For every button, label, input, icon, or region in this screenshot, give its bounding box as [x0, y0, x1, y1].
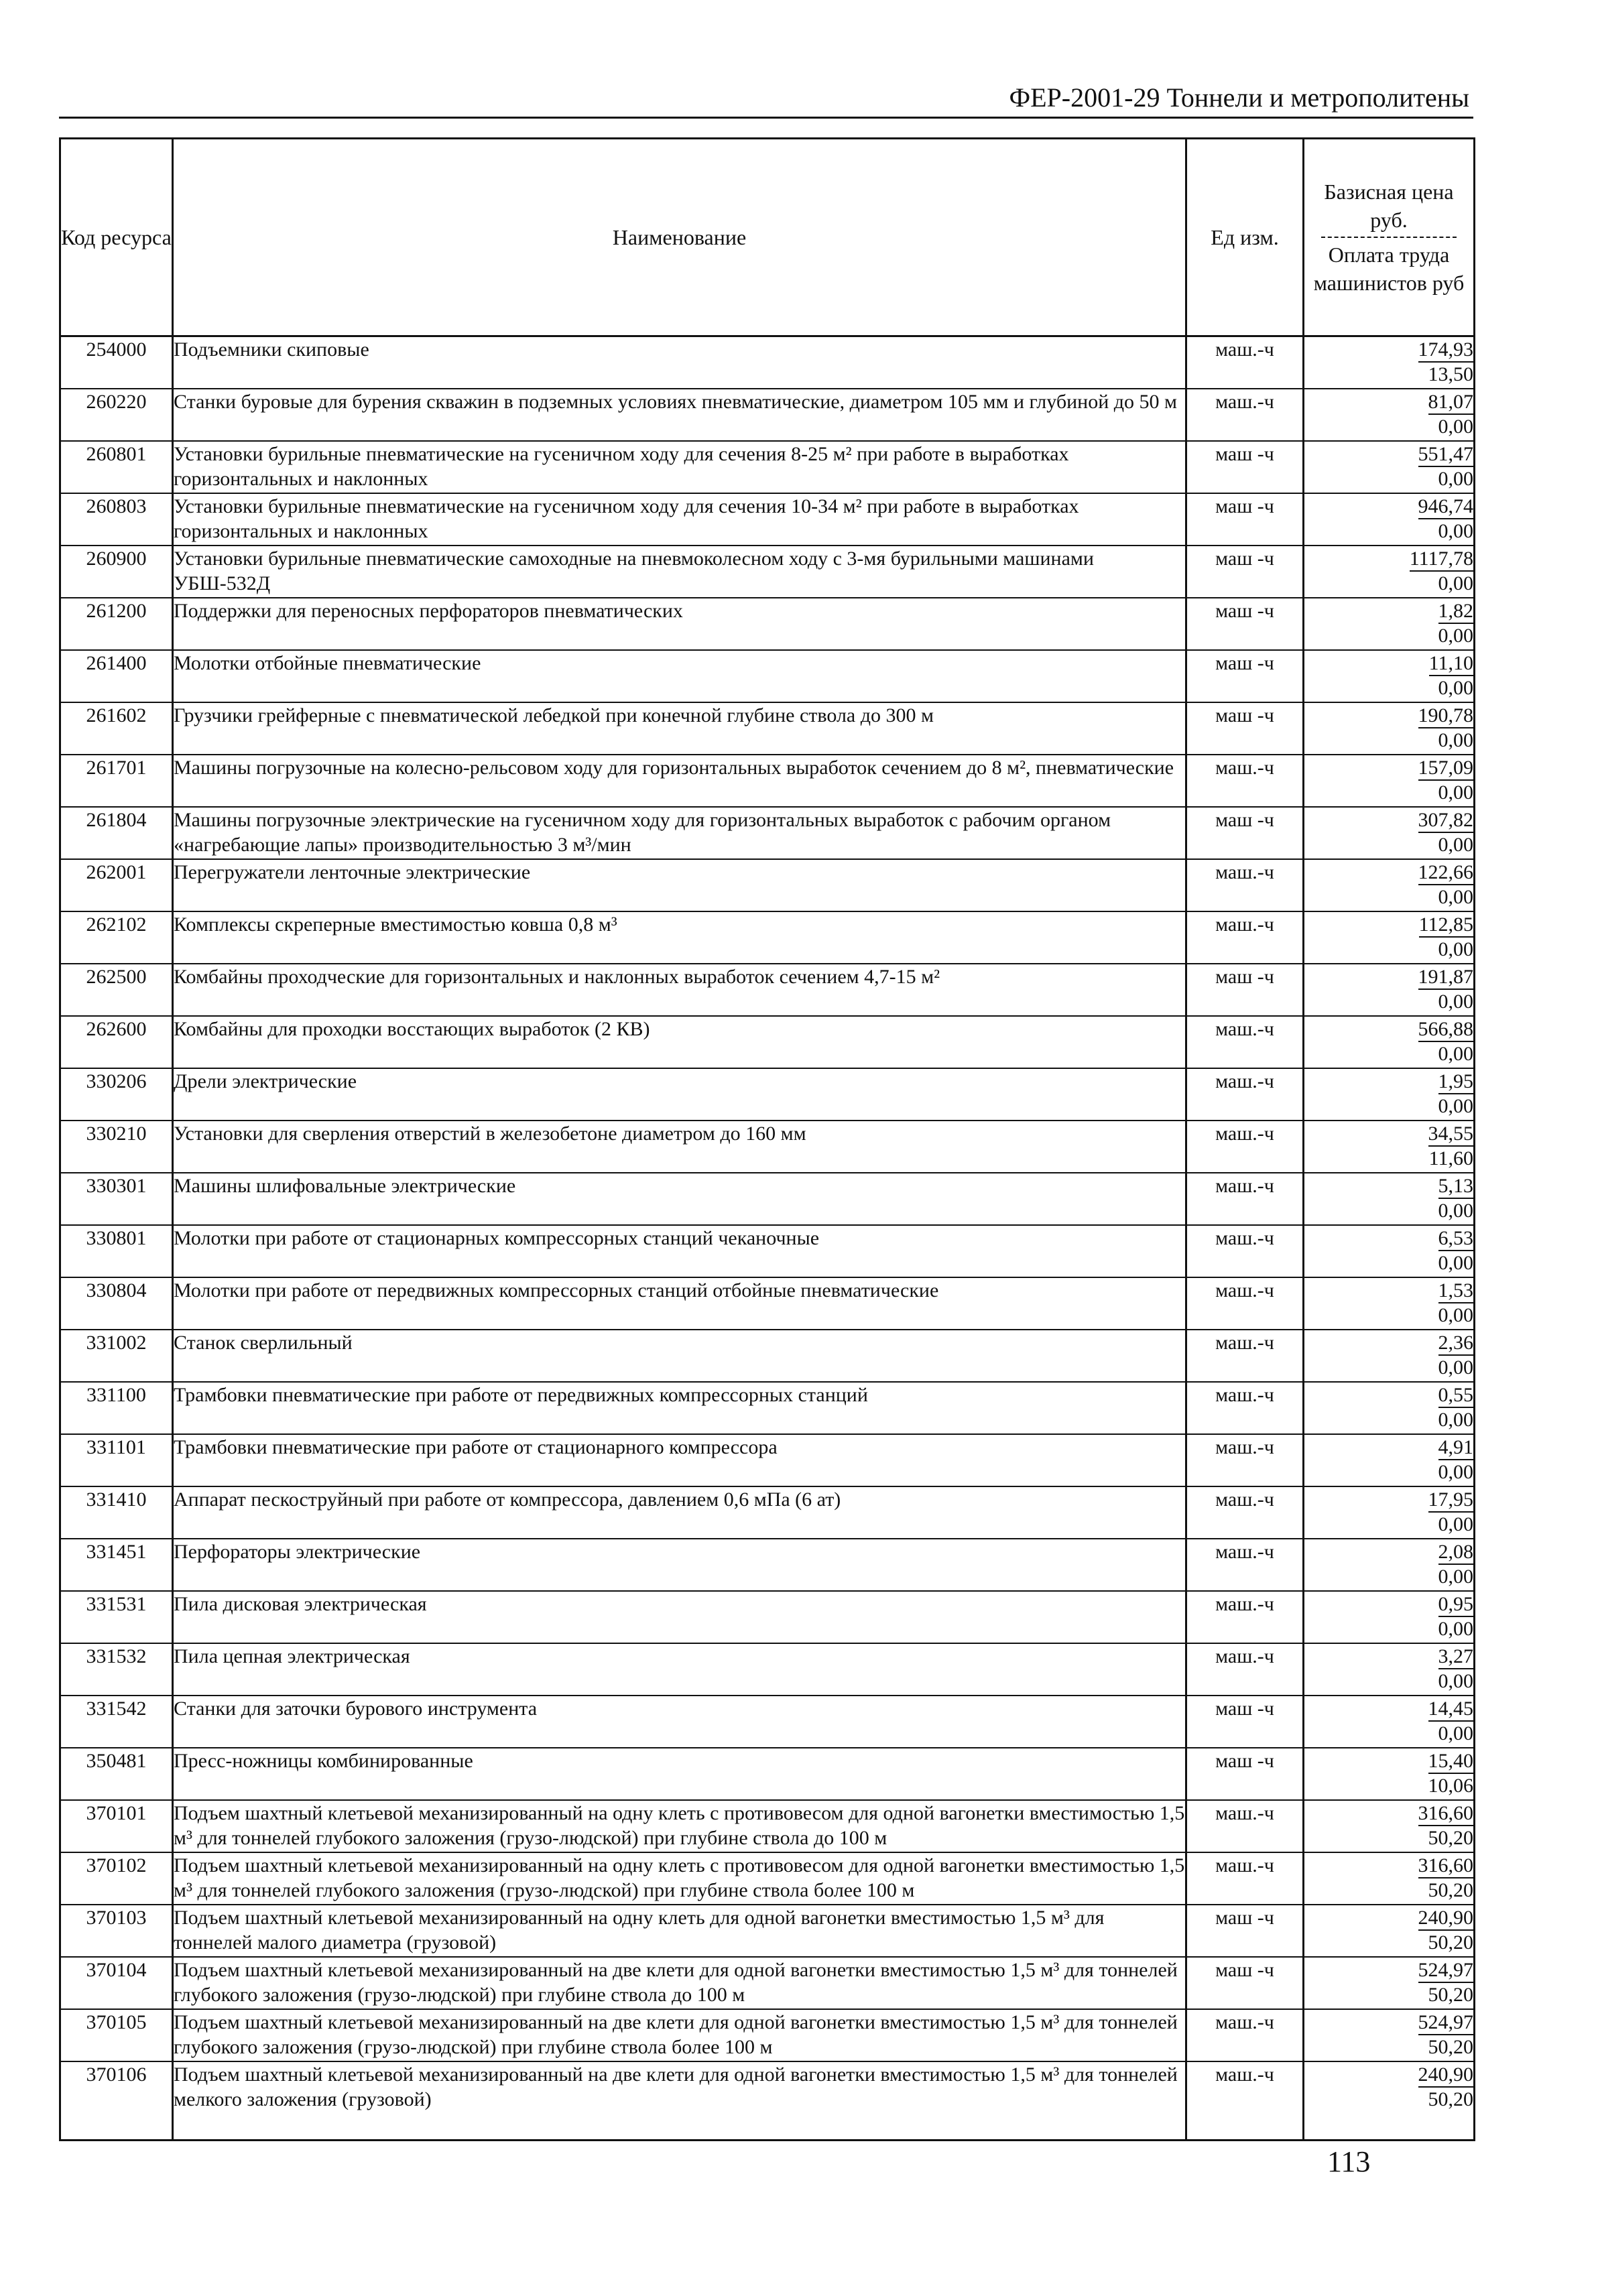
resource-name-cell: Станки для заточки бурового инструмента: [173, 1696, 1186, 1748]
resource-name-cell: Станок сверлильный: [173, 1330, 1186, 1382]
resource-code-cell: 331101: [60, 1434, 173, 1486]
resource-name-cell: Машины погрузочные на колесно-рельсовом ходу для горизонтальных выработок сечением до 8 м², пневматические: [173, 755, 1186, 807]
unit-cell: маш.-ч: [1186, 336, 1304, 389]
base-price-value: 1117,78: [1410, 548, 1473, 572]
table-row: [60, 1591, 1475, 1643]
resource-name-cell: Подъем шахтный клетьевой механизированный на две клети для одной вагонетки вместимостью 1,5 м³ для тоннелей мелкого заложения (грузовой): [173, 2061, 1186, 2141]
resource-code-cell: 370102: [60, 1852, 173, 1905]
price-cell: [1304, 1382, 1475, 1434]
price-cell: [1304, 1121, 1475, 1173]
operator-wage-value: 0,00: [1438, 519, 1473, 542]
table-row: [60, 1016, 1475, 1068]
table-row: [60, 1696, 1475, 1748]
resource-name-cell: Подъемники скиповые: [173, 336, 1186, 389]
unit-cell: маш.-ч: [1186, 389, 1304, 441]
resource-code-cell: 370106: [60, 2061, 173, 2141]
unit-cell: маш.-ч: [1186, 1225, 1304, 1277]
price-cell: [1304, 1852, 1475, 1905]
resource-price-table: [59, 137, 1475, 2141]
unit-cell: маш.-ч: [1186, 1068, 1304, 1121]
resource-name-cell: Пила дисковая электрическая: [173, 1591, 1186, 1643]
base-price-value: 122,66: [1418, 861, 1474, 885]
base-price-value: 6,53: [1438, 1227, 1474, 1251]
base-price-value: 946,74: [1418, 495, 1474, 519]
unit-cell: маш -ч: [1186, 598, 1304, 650]
price-cell: [1304, 1643, 1475, 1696]
unit-cell: маш.-ч: [1186, 1382, 1304, 1434]
resource-name-cell: Молотки отбойные пневматические: [173, 650, 1186, 702]
operator-wage-value: 0,00: [1438, 1251, 1473, 1274]
price-cell: [1304, 336, 1475, 389]
price-cell: [1304, 1173, 1475, 1225]
operator-wage-value: 0,00: [1438, 1617, 1473, 1640]
base-price-value: 17,95: [1428, 1488, 1474, 1513]
table-row: [60, 1382, 1475, 1434]
operator-wage-value: 0,00: [1438, 467, 1473, 490]
unit-cell: маш.-ч: [1186, 1591, 1304, 1643]
resource-code-cell: 370104: [60, 1957, 173, 2009]
table-row: [60, 1330, 1475, 1382]
price-cell: [1304, 1486, 1475, 1539]
unit-cell: маш.-ч: [1186, 1539, 1304, 1591]
resource-name-cell: Подъем шахтный клетьевой механизированный на две клети для одной вагонетки вместимостью 1,5 м³ для тоннелей глубокого заложения (грузо-людской) при глубине ствола более 100 м: [173, 2009, 1186, 2061]
operator-wage-value: 0,00: [1438, 1722, 1473, 1744]
base-price-value: 157,09: [1418, 757, 1474, 781]
base-price-value: 112,85: [1419, 913, 1473, 938]
operator-wage-value: 0,00: [1438, 415, 1473, 438]
resource-code-cell: 330210: [60, 1121, 173, 1173]
resource-code-cell: 350481: [60, 1748, 173, 1800]
resource-name-cell: Комбайны для проходки восстающих выработок (2 КВ): [173, 1016, 1186, 1068]
resource-name-cell: Молотки при работе от стационарных компрессорных станций чеканочные: [173, 1225, 1186, 1277]
price-cell: [1304, 1591, 1475, 1643]
table-body: [60, 336, 1475, 2141]
unit-cell: маш.-ч: [1186, 2061, 1304, 2141]
operator-wage-value: 0,00: [1438, 1565, 1473, 1588]
table-row: [60, 1173, 1475, 1225]
resource-code-cell: 370101: [60, 1800, 173, 1852]
header-name: Наименование: [173, 139, 1186, 336]
price-cell: [1304, 1696, 1475, 1748]
operator-wage-value: 0,00: [1438, 938, 1473, 960]
resource-code-cell: 330801: [60, 1225, 173, 1277]
resource-code-cell: 261400: [60, 650, 173, 702]
resource-code-cell: 331542: [60, 1696, 173, 1748]
base-price-value: 307,82: [1418, 809, 1474, 833]
unit-cell: маш.-ч: [1186, 859, 1304, 911]
table-row: [60, 1800, 1475, 1852]
unit-cell: маш -ч: [1186, 650, 1304, 702]
unit-cell: маш.-ч: [1186, 911, 1304, 964]
resource-name-cell: Установки бурильные пневматические на гусеничном ходу для сечения 10-34 м² при работе в выработках горизонтальных и наклонных: [173, 493, 1186, 546]
unit-cell: маш -ч: [1186, 493, 1304, 546]
price-cell: [1304, 1330, 1475, 1382]
resource-name-cell: Комбайны проходческие для горизонтальных и наклонных выработок сечением 4,7-15 м²: [173, 964, 1186, 1016]
operator-wage-value: 0,00: [1438, 1303, 1473, 1326]
table-row: [60, 911, 1475, 964]
base-price-value: 240,90: [1418, 1907, 1474, 1931]
resource-name-cell: Установки бурильные пневматические на гусеничном ходу для сечения 8-25 м² при работе в выработках горизонтальных и наклонных: [173, 441, 1186, 493]
operator-wage-value: 0,00: [1438, 1356, 1473, 1379]
operator-wage-value: 0,00: [1438, 676, 1473, 699]
unit-cell: маш -ч: [1186, 964, 1304, 1016]
unit-cell: маш.-ч: [1186, 1434, 1304, 1486]
price-cell: [1304, 1434, 1475, 1486]
operator-wage-value: 0,00: [1438, 1094, 1473, 1117]
base-price-value: 5,13: [1438, 1175, 1474, 1199]
unit-cell: маш.-ч: [1186, 1121, 1304, 1173]
unit-cell: маш -ч: [1186, 546, 1304, 598]
base-price-value: 1,82: [1438, 600, 1474, 624]
resource-name-cell: Подъем шахтный клетьевой механизированный на одну клеть с противовесом для одной вагонетки вместимостью 1,5 м³ для тоннелей глубокого заложения (грузо-людской) при глубине ствола более 100 м: [173, 1852, 1186, 1905]
unit-cell: маш -ч: [1186, 1905, 1304, 1957]
price-cell: [1304, 807, 1475, 859]
unit-cell: маш -ч: [1186, 1748, 1304, 1800]
base-price-value: 3,27: [1438, 1645, 1474, 1669]
table-row: [60, 1486, 1475, 1539]
unit-cell: маш.-ч: [1186, 1852, 1304, 1905]
resource-code-cell: 261804: [60, 807, 173, 859]
resource-name-cell: Поддержки для переносных перфораторов пневматических: [173, 598, 1186, 650]
base-price-value: 11,10: [1429, 652, 1473, 676]
operator-wage-value: 0,00: [1438, 1513, 1473, 1535]
unit-cell: маш.-ч: [1186, 1016, 1304, 1068]
resource-code-cell: 261200: [60, 598, 173, 650]
operator-wage-value: 50,20: [1428, 1878, 1473, 1901]
base-price-value: 1,95: [1438, 1070, 1474, 1094]
unit-cell: маш -ч: [1186, 807, 1304, 859]
price-cell: [1304, 911, 1475, 964]
table-row: [60, 807, 1475, 859]
resource-code-cell: 331532: [60, 1643, 173, 1696]
unit-cell: маш.-ч: [1186, 755, 1304, 807]
resource-code-cell: 260900: [60, 546, 173, 598]
operator-wage-value: 13,50: [1428, 363, 1473, 385]
resource-name-cell: Пила цепная электрическая: [173, 1643, 1186, 1696]
table-header-row: [60, 139, 1475, 336]
resource-name-cell: Установки бурильные пневматические самоходные на пневмоколесном ходу с 3-мя бурильными машинами УБШ-532Д: [173, 546, 1186, 598]
unit-cell: маш.-ч: [1186, 1277, 1304, 1330]
base-price-value: 191,87: [1418, 966, 1474, 990]
resource-code-cell: 370105: [60, 2009, 173, 2061]
operator-wage-value: 50,20: [1428, 1826, 1473, 1849]
table-row: [60, 859, 1475, 911]
unit-cell: маш.-ч: [1186, 1800, 1304, 1852]
table-row: [60, 1748, 1475, 1800]
table-row: [60, 650, 1475, 702]
unit-cell: маш -ч: [1186, 1957, 1304, 2009]
price-cell: [1304, 546, 1475, 598]
header-price: [1304, 139, 1475, 336]
base-price-value: 2,36: [1438, 1332, 1474, 1356]
unit-cell: маш -ч: [1186, 441, 1304, 493]
base-price-value: 240,90: [1418, 2063, 1474, 2088]
resource-name-cell: Трамбовки пневматические при работе от стационарного компрессора: [173, 1434, 1186, 1486]
table-row: [60, 2009, 1475, 2061]
operator-wage-value: 0,00: [1438, 1042, 1473, 1065]
operator-wage-value: 0,00: [1438, 728, 1473, 751]
resource-code-cell: 331531: [60, 1591, 173, 1643]
base-price-value: 34,55: [1428, 1123, 1474, 1147]
resource-name-cell: Перфораторы электрические: [173, 1539, 1186, 1591]
base-price-value: 15,40: [1428, 1750, 1474, 1774]
base-price-value: 174,93: [1418, 338, 1474, 363]
price-cell: [1304, 2009, 1475, 2061]
document-title: ФЕР-2001-29 Тоннели и метрополитены: [1009, 82, 1469, 113]
resource-name-cell: Подъем шахтный клетьевой механизированный на одну клеть с противовесом для одной вагонетки вместимостью 1,5 м³ для тоннелей глубокого заложения (грузо-людской) при глубине ствола до 100 м: [173, 1800, 1186, 1852]
price-cell: [1304, 1225, 1475, 1277]
base-price-value: 566,88: [1418, 1018, 1474, 1042]
table-row: [60, 1277, 1475, 1330]
operator-wage-value: 0,00: [1438, 833, 1473, 856]
price-cell: [1304, 389, 1475, 441]
base-price-value: 2,08: [1438, 1541, 1474, 1565]
price-cell: [1304, 598, 1475, 650]
resource-name-cell: Трамбовки пневматические при работе от передвижных компрессорных станций: [173, 1382, 1186, 1434]
operator-wage-value: 0,00: [1438, 1669, 1473, 1692]
price-cell: [1304, 755, 1475, 807]
price-cell: [1304, 493, 1475, 546]
resource-code-cell: 262001: [60, 859, 173, 911]
table-row: [60, 702, 1475, 755]
table-row: [60, 336, 1475, 389]
operator-wage-value: 0,00: [1438, 1460, 1473, 1483]
unit-cell: маш -ч: [1186, 1696, 1304, 1748]
unit-cell: маш.-ч: [1186, 1643, 1304, 1696]
table-row: [60, 1643, 1475, 1696]
resource-name-cell: Подъем шахтный клетьевой механизированный на две клети для одной вагонетки вместимостью 1,5 м³ для тоннелей глубокого заложения (грузо-людской) при глубине ствола до 100 м: [173, 1957, 1186, 2009]
resource-name-cell: Перегружатели ленточные электрические: [173, 859, 1186, 911]
table-row: [60, 598, 1475, 650]
base-price-value: 316,60: [1418, 1854, 1474, 1878]
base-price-value: 524,97: [1418, 2011, 1474, 2035]
table-row: [60, 1225, 1475, 1277]
resource-code-cell: 262600: [60, 1016, 173, 1068]
header-unit: Ед изм.: [1186, 139, 1304, 336]
resource-code-cell: 330206: [60, 1068, 173, 1121]
operator-wage-value: 10,06: [1428, 1774, 1473, 1797]
operator-wage-value: 0,00: [1438, 990, 1473, 1013]
table-row: [60, 964, 1475, 1016]
resource-name-cell: Грузчики грейферные с пневматической лебедкой при конечной глубине ствола до 300 м: [173, 702, 1186, 755]
price-cell: [1304, 859, 1475, 911]
unit-cell: маш.-ч: [1186, 2009, 1304, 2061]
base-price-value: 14,45: [1428, 1698, 1474, 1722]
operator-wage-value: 0,00: [1438, 885, 1473, 908]
resource-name-cell: Машины шлифовальные электрические: [173, 1173, 1186, 1225]
operator-wage-value: 0,00: [1438, 624, 1473, 647]
table-row: [60, 389, 1475, 441]
page-number: 113: [1327, 2145, 1371, 2178]
base-price-value: 316,60: [1418, 1802, 1474, 1826]
price-cell: [1304, 1016, 1475, 1068]
resource-code-cell: 331002: [60, 1330, 173, 1382]
operator-wage-value: 0,00: [1438, 572, 1473, 594]
resource-code-cell: 260220: [60, 389, 173, 441]
unit-cell: маш -ч: [1186, 702, 1304, 755]
price-cell: [1304, 1957, 1475, 2009]
operator-wage-value: 0,00: [1438, 1199, 1473, 1222]
resource-name-cell: Молотки при работе от передвижных компрессорных станций отбойные пневматические: [173, 1277, 1186, 1330]
table-row: [60, 755, 1475, 807]
operator-wage-value: 0,00: [1438, 1408, 1473, 1431]
operator-wage-value: 0,00: [1438, 781, 1473, 804]
resource-name-cell: Машины погрузочные электрические на гусеничном ходу для горизонтальных выработок с рабочим органом «нагребающие лапы» производительностью 3 м³/мин: [173, 807, 1186, 859]
base-price-value: 0,55: [1438, 1384, 1474, 1408]
resource-code-cell: 261701: [60, 755, 173, 807]
table-row: [60, 546, 1475, 598]
operator-wage-value: 50,20: [1428, 1931, 1473, 1954]
price-cell: [1304, 964, 1475, 1016]
base-price-value: 1,53: [1438, 1279, 1474, 1303]
resource-name-cell: Пресс-ножницы комбинированные: [173, 1748, 1186, 1800]
resource-code-cell: 262500: [60, 964, 173, 1016]
page-header: [59, 79, 1473, 119]
table-row: [60, 1852, 1475, 1905]
resource-code-cell: 254000: [60, 336, 173, 389]
resource-code-cell: 331100: [60, 1382, 173, 1434]
operator-wage-value: 50,20: [1428, 2088, 1473, 2110]
price-cell: [1304, 702, 1475, 755]
resource-code-cell: 262102: [60, 911, 173, 964]
price-cell: [1304, 1539, 1475, 1591]
price-cell: [1304, 2061, 1475, 2141]
resource-code-cell: 261602: [60, 702, 173, 755]
resource-name-cell: Станки буровые для бурения скважин в подземных условиях пневматические, диаметром 105 мм и глубиной до 50 м: [173, 389, 1186, 441]
operator-wage-value: 50,20: [1428, 2035, 1473, 2058]
base-price-value: 0,95: [1438, 1593, 1474, 1617]
resource-name-cell: Дрели электрические: [173, 1068, 1186, 1121]
table-row: [60, 441, 1475, 493]
price-cell: [1304, 1068, 1475, 1121]
header-price-divider: [1321, 237, 1457, 238]
table-row: [60, 1905, 1475, 1957]
price-cell: [1304, 650, 1475, 702]
base-price-value: 524,97: [1418, 1959, 1474, 1983]
resource-name-cell: Аппарат пескоструйный при работе от компрессора, давлением 0,6 мПа (6 ат): [173, 1486, 1186, 1539]
table-row: [60, 1957, 1475, 2009]
base-price-value: 4,91: [1438, 1436, 1474, 1460]
resource-code-cell: 330804: [60, 1277, 173, 1330]
price-cell: [1304, 1277, 1475, 1330]
price-cell: [1304, 441, 1475, 493]
resource-code-cell: 370103: [60, 1905, 173, 1957]
resource-name-cell: Подъем шахтный клетьевой механизированный на одну клеть для одной вагонетки вместимостью 1,5 м³ для тоннелей малого диаметра (грузовой): [173, 1905, 1186, 1957]
header-code: Код ресурса: [60, 139, 173, 336]
unit-cell: маш.-ч: [1186, 1330, 1304, 1382]
base-price-value: 551,47: [1418, 443, 1474, 467]
table-row: [60, 1539, 1475, 1591]
resource-code-cell: 331410: [60, 1486, 173, 1539]
operator-wage-value: 50,20: [1428, 1983, 1473, 2006]
table-row: [60, 1434, 1475, 1486]
price-cell: [1304, 1905, 1475, 1957]
operator-wage-value: 11,60: [1428, 1147, 1473, 1169]
resource-code-cell: 260803: [60, 493, 173, 546]
table-row: [60, 2061, 1475, 2141]
resource-code-cell: 331451: [60, 1539, 173, 1591]
unit-cell: маш.-ч: [1186, 1486, 1304, 1539]
resource-name-cell: Установки для сверления отверстий в железобетоне диаметром до 160 мм: [173, 1121, 1186, 1173]
table-row: [60, 1068, 1475, 1121]
unit-cell: маш.-ч: [1186, 1173, 1304, 1225]
table-row: [60, 493, 1475, 546]
base-price-value: 190,78: [1418, 704, 1474, 728]
table-row: [60, 1121, 1475, 1173]
base-price-value: 81,07: [1428, 391, 1474, 415]
resource-code-cell: 260801: [60, 441, 173, 493]
price-cell: [1304, 1800, 1475, 1852]
header-price-wage: Оплата труда машинистов руб: [1313, 243, 1465, 295]
price-cell: [1304, 1748, 1475, 1800]
header-price-base: Базисная цена руб.: [1324, 180, 1454, 232]
resource-code-cell: 330301: [60, 1173, 173, 1225]
resource-name-cell: Комплексы скреперные вместимостью ковша 0,8 м³: [173, 911, 1186, 964]
